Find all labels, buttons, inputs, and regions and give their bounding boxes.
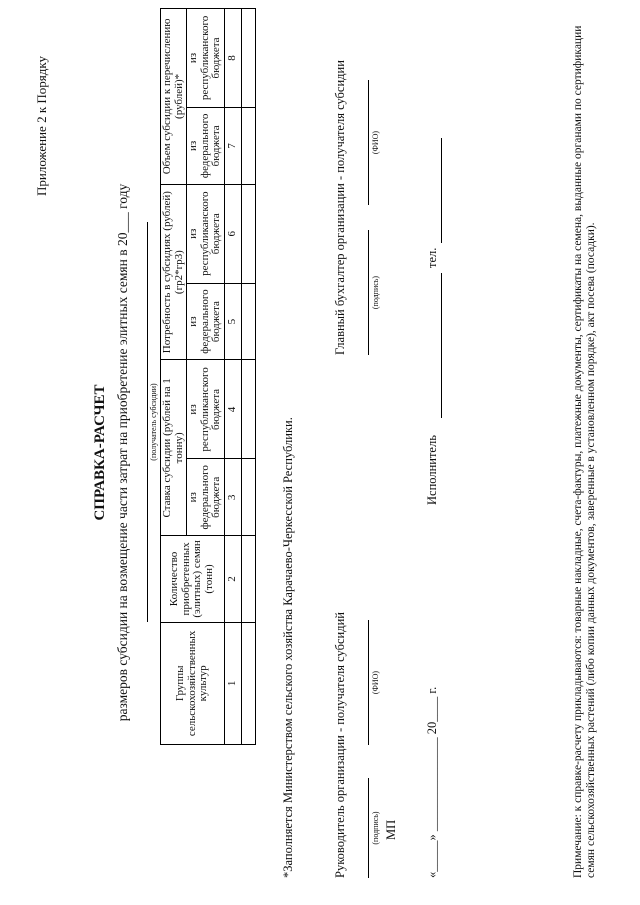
subheader-rate-republic: из республиканского бюджета — [187, 360, 225, 459]
empty-data-row — [241, 9, 255, 745]
stamp-place: МП — [384, 819, 398, 840]
subheader-need-republic: из республиканского бюджета — [187, 184, 225, 283]
empty-cell — [241, 459, 255, 536]
column-number-row — [224, 9, 241, 745]
executor-line — [441, 273, 442, 418]
column-number: 7 — [224, 107, 241, 184]
accountant-fio-line — [368, 80, 369, 205]
executor-label: Исполнитель — [425, 435, 439, 505]
subheader-need-federal: из федерального бюджета — [187, 283, 225, 360]
phone-label: тел. — [425, 247, 439, 268]
accountant-fio-caption: (ФИО) — [371, 130, 380, 155]
subheader-amount-federal: из федерального бюджета — [187, 107, 225, 184]
phone-line — [441, 138, 442, 243]
empty-cell — [241, 184, 255, 283]
document-subtitle: размеров субсидии на возмещение части затрат на приобретение элитных семян в 20___ году — [115, 183, 130, 722]
accountant-signature-line — [368, 230, 369, 355]
empty-cell — [241, 536, 255, 622]
column-number: 3 — [224, 459, 241, 536]
header-need: Потребность в субсидиях (рублей) (гр2*гр3) — [161, 184, 187, 360]
header-quantity: Количество приобретенных (элитных) семян (тонн) — [161, 536, 225, 622]
column-number: 4 — [224, 360, 241, 459]
empty-cell — [241, 622, 255, 744]
empty-cell — [241, 107, 255, 184]
empty-cell — [241, 360, 255, 459]
head-fio-caption: (ФИО) — [371, 670, 380, 695]
accountant-label: Главный бухгалтер организации - получателя субсидии — [333, 60, 347, 355]
head-signature-line — [368, 778, 369, 878]
empty-cell — [241, 9, 255, 108]
column-number: 2 — [224, 536, 241, 622]
header-groups: Группы сельскохозяйственных культур — [161, 622, 225, 744]
header-amount: Объем субсидии к перечислению (рублей)* — [161, 9, 187, 185]
note-paragraph: Примечание: к справке-расчету прикладываются: товарные накладные, счета-фактуры, платежные документы, сертификаты на семена, выданные органами по сертификации семян сельскохозяйственных растений (либо копии данных документов, заверенные в установленном порядке), акт посева (посадки). — [572, 25, 597, 878]
recipient-line — [147, 222, 148, 622]
column-number: 1 — [224, 622, 241, 744]
appendix-label: Приложение 2 к Порядку — [34, 56, 49, 196]
column-number: 5 — [224, 283, 241, 360]
document-title: СПРАВКА-РАСЧЕТ — [92, 384, 108, 521]
head-label: Руководитель организации - получателя субсидий — [333, 612, 347, 878]
accountant-signature-caption: (подпись) — [371, 275, 380, 310]
subsidy-table — [160, 8, 256, 745]
recipient-caption: (получатель субсидии) — [149, 383, 158, 461]
header-rate: Ставка субсидии (рублей на 1 тонну) — [161, 360, 187, 536]
column-number: 6 — [224, 184, 241, 283]
date-line: «_____» _______________ 20____ г. — [425, 686, 439, 878]
footnote: *Заполняется Министерством сельского хозяйства Карачаево-Черкесской Республики. — [281, 417, 295, 878]
head-signature-caption: (подпись) — [371, 811, 380, 845]
subsidy-table-wrap — [160, 8, 256, 745]
empty-cell — [241, 283, 255, 360]
column-number: 8 — [224, 9, 241, 108]
subheader-rate-federal: из федерального бюджета — [187, 459, 225, 536]
subheader-amount-republic: из республиканского бюджета — [187, 9, 225, 108]
head-fio-line — [368, 620, 369, 745]
